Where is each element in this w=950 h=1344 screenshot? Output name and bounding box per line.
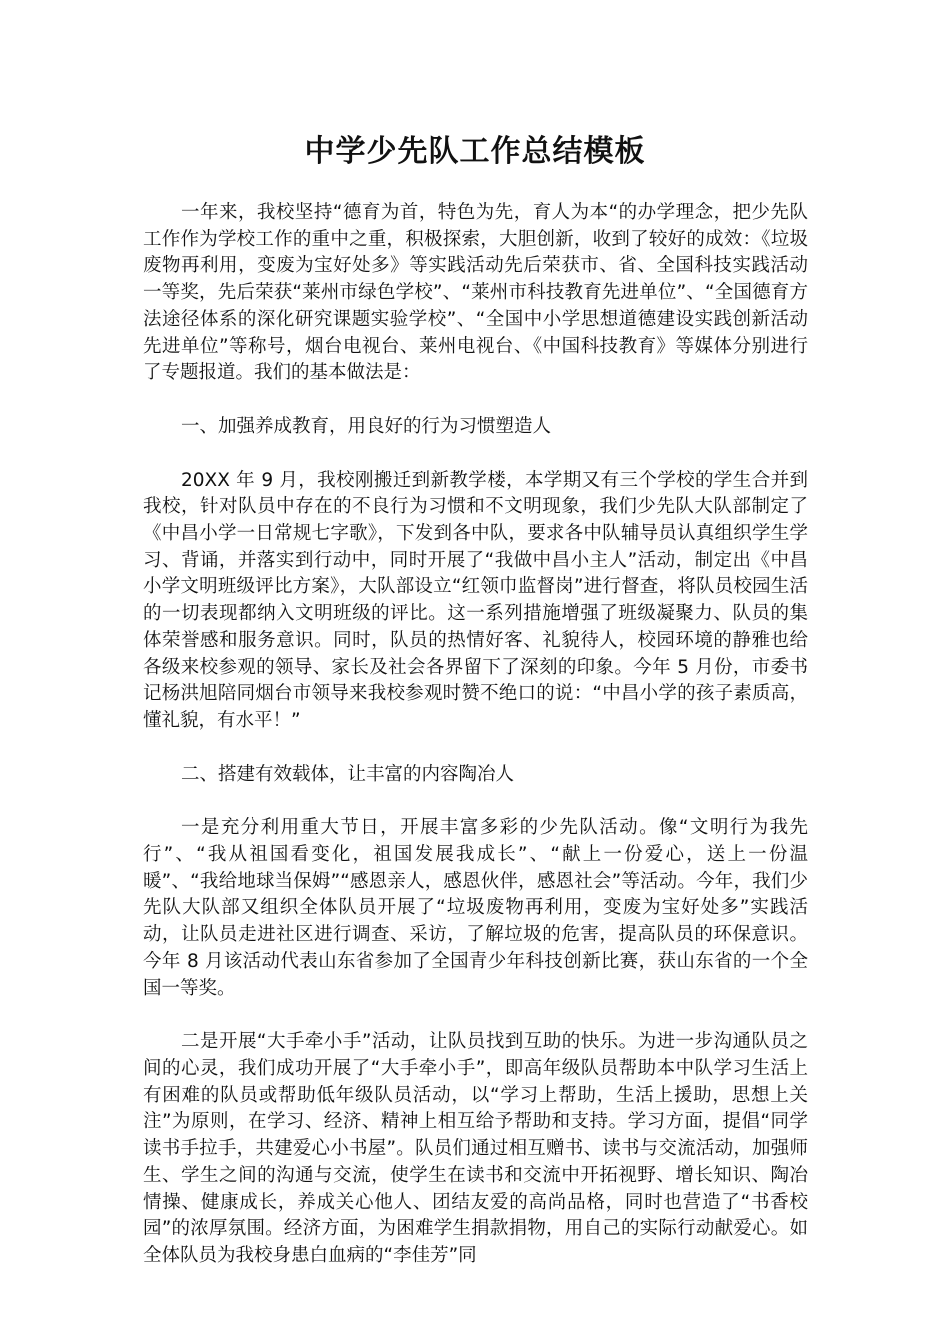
intro-paragraph: 一年来，我校坚持“德育为首，特色为先，育人为本“的办学理念，把少先队工作作为学校工作的重中之重，积极探索，大胆创新，收到了较好的成效：《垃圾废物再利用，变废为宝好处多》等实践活动先后荣获市、省、全国科技实践活动一等奖，先后荣获“莱州市绿色学校”、“莱州市科技教育先进单位”、“全国德育方法途径体系的深化研究课题实验学校”、“全国中小学思想道德建设实践创新活动先进单位”等称号，烟台电视台、莱州电视台、《中国科技教育》等媒体分别进行了专题报道。我们的基本做法是： [143, 202, 808, 384]
document-body [143, 200, 808, 1270]
section-2-paragraph-2: 二是开展“大手牵小手”活动，让队员找到互助的快乐。为进一步沟通队员之间的心灵，我们成功开展了“大手牵小手”，即高年级队员帮助本中队学习生活上有困难的队员或帮助低年级队员活动，以“学习上帮助，生活上援助，思想上关注”为原则，在学习、经济、精神上相互给予帮助和支持。学习方面，提倡“同学读书手拉手，共建爱心小书屋”。队员们通过相互赠书、读书与交流活动，加强师生、学生之间的沟通与交流，使学生在读书和交流中开拓视野、增长知识、陶冶情操、健康成长，养成关心他人、团结友爱的高尚品格，同时也营造了“书香校园”的浓厚氛围。经济方面，为困难学生捐款捐物，用自己的实际行动献爱心。如全体队员为我校身患白血病的“李佳芳”同 [143, 1031, 808, 1266]
section-1-paragraph: 20XX 年 9 月，我校刚搬迁到新教学楼，本学期又有三个学校的学生合并到我校，针对队员中存在的不良行为习惯和不文明现象，我们少先队大队部制定了《中昌小学一日常规七字歌》，下发到各中队，要求各中队辅导员认真组织学生学习、背诵，并落实到行动中，同时开展了“我做中昌小主人”活动，制定出《中昌小学文明班级评比方案》，大队部设立“红领巾监督岗”进行督查，将队员校园生活的一切表现都纳入文明班级的评比。这一系列措施增强了班级凝聚力、队员的集体荣誉感和服务意识。同时，队员的热情好客、礼貌待人，校园环境的静雅也给各级来校参观的领导、家长及社会各界留下了深刻的印象。今年 5 月份，市委书记杨洪旭陪同烟台市领导来我校参观时赞不绝口的说：“中昌小学的孩子素质高，懂礼貌，有水平！” [143, 469, 808, 731]
section-2-paragraph-1: 一是充分利用重大节日，开展丰富多彩的少先队活动。像“文明行为我先行”、“我从祖国看变化，祖国发展我成长”、“献上一份爱心，送上一份温暖”、“我给地球当保姆”“感恩亲人，感恩伙伴，感恩社会”等活动。今年，我们少先队大队部又组织全体队员开展了“垃圾废物再利用，变废为宝好处多”实践活动，让队员走进社区进行调查、采访，了解垃圾的危害，提高队员的环保意识。今年 8 月该活动代表山东省参加了全国青少年科技创新比赛，获山东省的一个全国一等奖。 [143, 817, 808, 999]
section-heading-1: 一、加强养成教育，用良好的行为习惯塑造人 [181, 415, 552, 437]
document-title: 中学少先队工作总结模板 [304, 134, 646, 169]
section-heading-2: 二、搭建有效载体，让丰富的内容陶冶人 [181, 763, 515, 785]
